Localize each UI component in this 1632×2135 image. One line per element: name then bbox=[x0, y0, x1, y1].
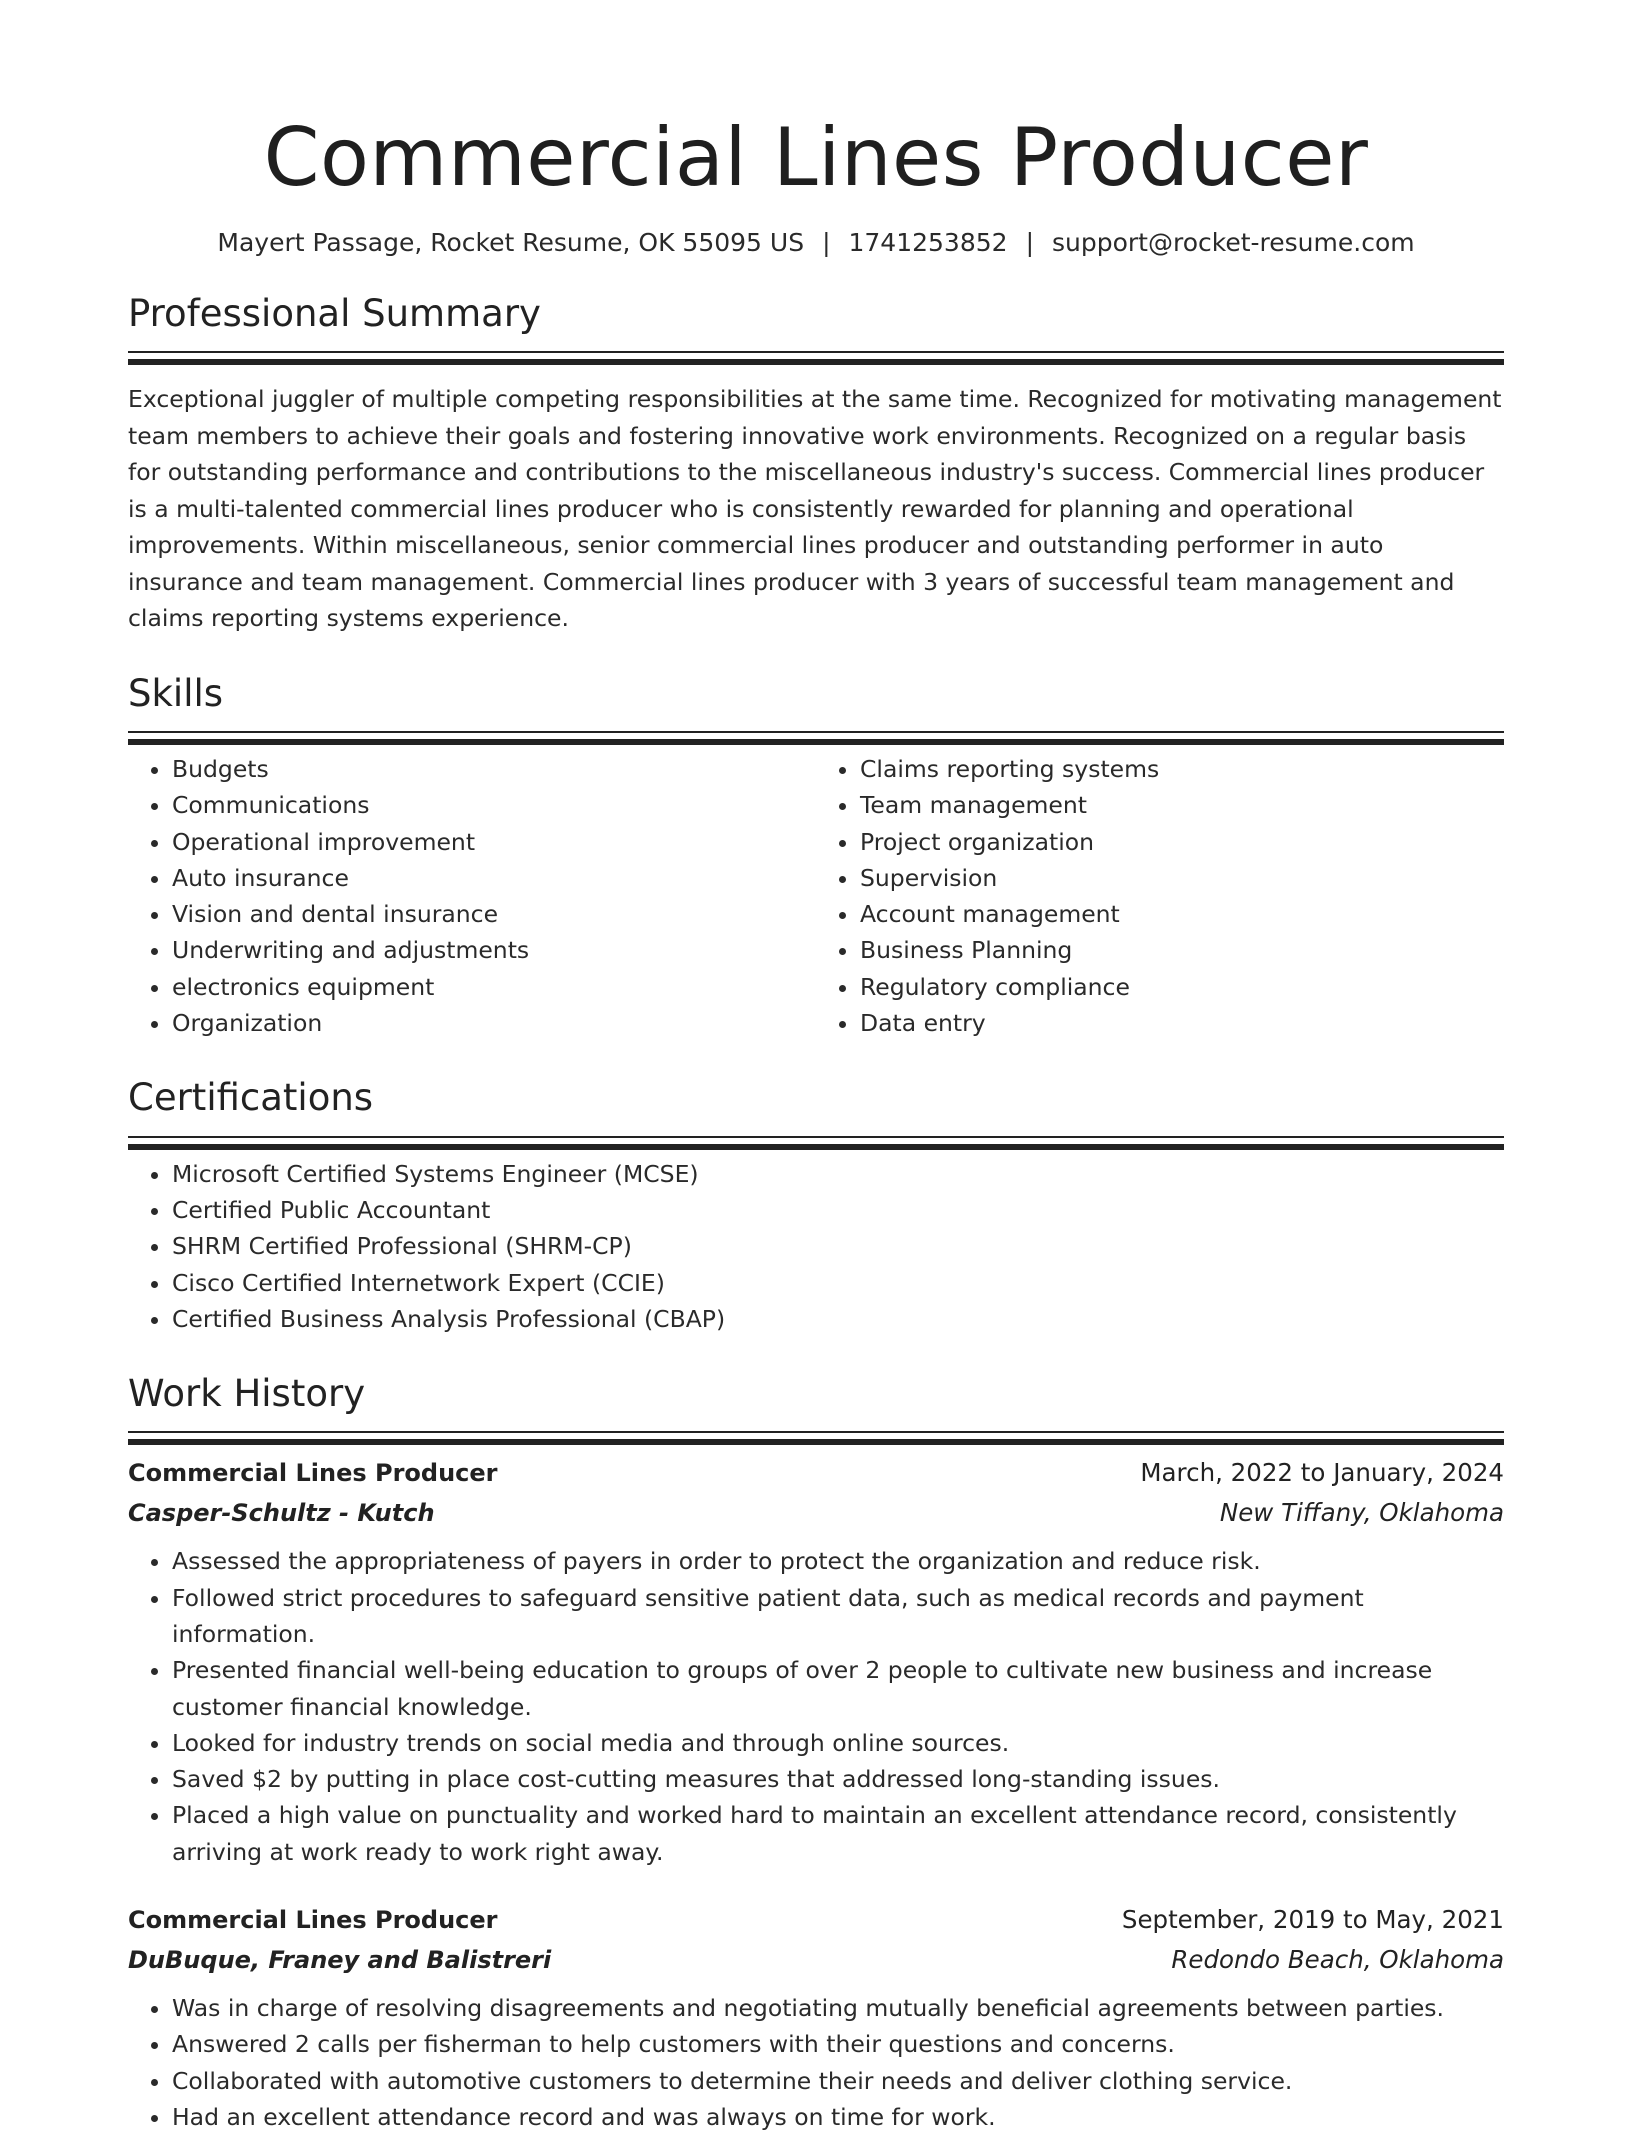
contact-line bbox=[128, 228, 1504, 257]
job-header-row bbox=[128, 1900, 1504, 1940]
job-subheader-row bbox=[128, 1493, 1504, 1533]
job-bullet: • Collaborated with automotive customers to determine their needs and deliver clothing service. bbox=[172, 2063, 1504, 2099]
certification-item: • Microsoft Certified Systems Engineer (MCSE) bbox=[172, 1156, 1504, 1192]
skill-item: • Organization bbox=[172, 1005, 816, 1041]
section-divider bbox=[128, 731, 1504, 733]
job-subheader-row bbox=[128, 1940, 1504, 1980]
contact-email: support@rocket-resume.com bbox=[1052, 228, 1415, 257]
contact-phone: 1741253852 bbox=[848, 228, 1008, 257]
job-bullet: • Answered 2 calls per fisherman to help customers with their questions and concerns. bbox=[172, 2026, 1504, 2062]
resume-page bbox=[128, 110, 1504, 2135]
skill-item: • Team management bbox=[860, 787, 1504, 823]
skill-item: • electronics equipment bbox=[172, 969, 816, 1005]
summary-paragraph: Exceptional juggler of multiple competing responsibilities at the same time. Recognized for motivating management team members to achieve their goals and fostering innovative work environments. Recognized on a regular basis for outstanding performance and contributions to the miscellaneous industry's success. Commercial lines producer is a multi-talented commercial lines producer who is consistently rewarded for planning and operational improvements. Within miscellaneous, senior commercial lines producer and outstanding performer in auto insurance and team management. Commercial lines producer with 3 years of successful team management and claims reporting systems experience. bbox=[128, 385, 1502, 633]
skill-item: • Claims reporting systems bbox=[860, 751, 1504, 787]
certification-item: • Certified Business Analysis Professional (CBAP) bbox=[172, 1301, 1504, 1337]
certifications-list bbox=[128, 1156, 1504, 1337]
skill-item: • Data entry bbox=[860, 1005, 1504, 1041]
job-bullet: • Assessed the appropriateness of payers in order to protect the organization and reduce risk. bbox=[172, 1543, 1504, 1579]
job-location: New Tiffany, Oklahoma bbox=[1219, 1498, 1504, 1528]
job-company: Casper-Schultz - Kutch bbox=[128, 1499, 435, 1528]
skill-item: • Auto insurance bbox=[172, 860, 816, 896]
resume-title: Commercial Lines Producer bbox=[263, 111, 1369, 204]
contact-address: Mayert Passage, Rocket Resume, OK 55095 US bbox=[217, 228, 805, 257]
job-bullet: • Followed strict procedures to safeguard sensitive patient data, such as medical records and payment information. bbox=[172, 1580, 1504, 1653]
job-bullets bbox=[128, 1990, 1504, 2135]
skills-column-right bbox=[816, 751, 1504, 1041]
job-bullet: • Looked for industry trends on social media and through online sources. bbox=[172, 1725, 1504, 1761]
section-heading-skills: Skills bbox=[128, 671, 224, 715]
job-bullet: • Placed a high value on punctuality and worked hard to maintain an excellent attendance record, consistently arriving at work ready to work right away. bbox=[172, 1797, 1504, 1870]
job-bullet: • Presented financial well-being education to groups of over 2 people to cultivate new business and increase customer financial knowledge. bbox=[172, 1652, 1504, 1725]
skill-item: • Account management bbox=[860, 896, 1504, 932]
skill-item: • Regulatory compliance bbox=[860, 969, 1504, 1005]
skill-item: • Operational improvement bbox=[172, 824, 816, 860]
job-bullet: • Saved $2 by putting in place cost-cutting measures that addressed long-standing issues. bbox=[172, 1761, 1504, 1797]
skill-item: • Vision and dental insurance bbox=[172, 896, 816, 932]
skills-list bbox=[128, 751, 1504, 1041]
job-entry bbox=[128, 1900, 1504, 2135]
section-heading-certifications: Certifications bbox=[128, 1076, 374, 1120]
job-company: DuBuque, Franey and Balistreri bbox=[128, 1946, 552, 1975]
skill-item: • Business Planning bbox=[860, 932, 1504, 968]
job-location: Redondo Beach, Oklahoma bbox=[1171, 1945, 1504, 1975]
job-bullet: • Had an excellent attendance record and was always on time for work. bbox=[172, 2099, 1504, 2135]
skill-item: • Project organization bbox=[860, 824, 1504, 860]
skills-column-left bbox=[128, 751, 816, 1041]
section-heading-work-history: Work History bbox=[128, 1372, 366, 1416]
job-dates: September, 2019 to May, 2021 bbox=[1121, 1905, 1504, 1935]
skill-item: • Underwriting and adjustments bbox=[172, 932, 816, 968]
certification-item: • SHRM Certified Professional (SHRM-CP) bbox=[172, 1228, 1504, 1264]
certification-item: • Certified Public Accountant bbox=[172, 1192, 1504, 1228]
contact-separator: | bbox=[822, 228, 831, 257]
job-title: Commercial Lines Producer bbox=[128, 1906, 498, 1935]
job-dates: March, 2022 to January, 2024 bbox=[1140, 1458, 1504, 1488]
certification-item: • Cisco Certified Internetwork Expert (CCIE) bbox=[172, 1265, 1504, 1301]
job-bullet: • Was in charge of resolving disagreements and negotiating mutually beneficial agreements between parties. bbox=[172, 1990, 1504, 2026]
job-title: Commercial Lines Producer bbox=[128, 1459, 498, 1488]
skill-item: • Budgets bbox=[172, 751, 816, 787]
job-entry bbox=[128, 1453, 1504, 1870]
job-bullets bbox=[128, 1543, 1504, 1870]
section-divider bbox=[128, 1136, 1504, 1138]
skill-item: • Communications bbox=[172, 787, 816, 823]
job-header-row bbox=[128, 1453, 1504, 1493]
skill-item: • Supervision bbox=[860, 860, 1504, 896]
certifications-bullets bbox=[128, 1156, 1504, 1337]
section-heading-summary: Professional Summary bbox=[128, 292, 541, 335]
section-divider bbox=[128, 1431, 1504, 1433]
section-divider bbox=[128, 351, 1504, 353]
contact-separator: | bbox=[1025, 228, 1034, 257]
